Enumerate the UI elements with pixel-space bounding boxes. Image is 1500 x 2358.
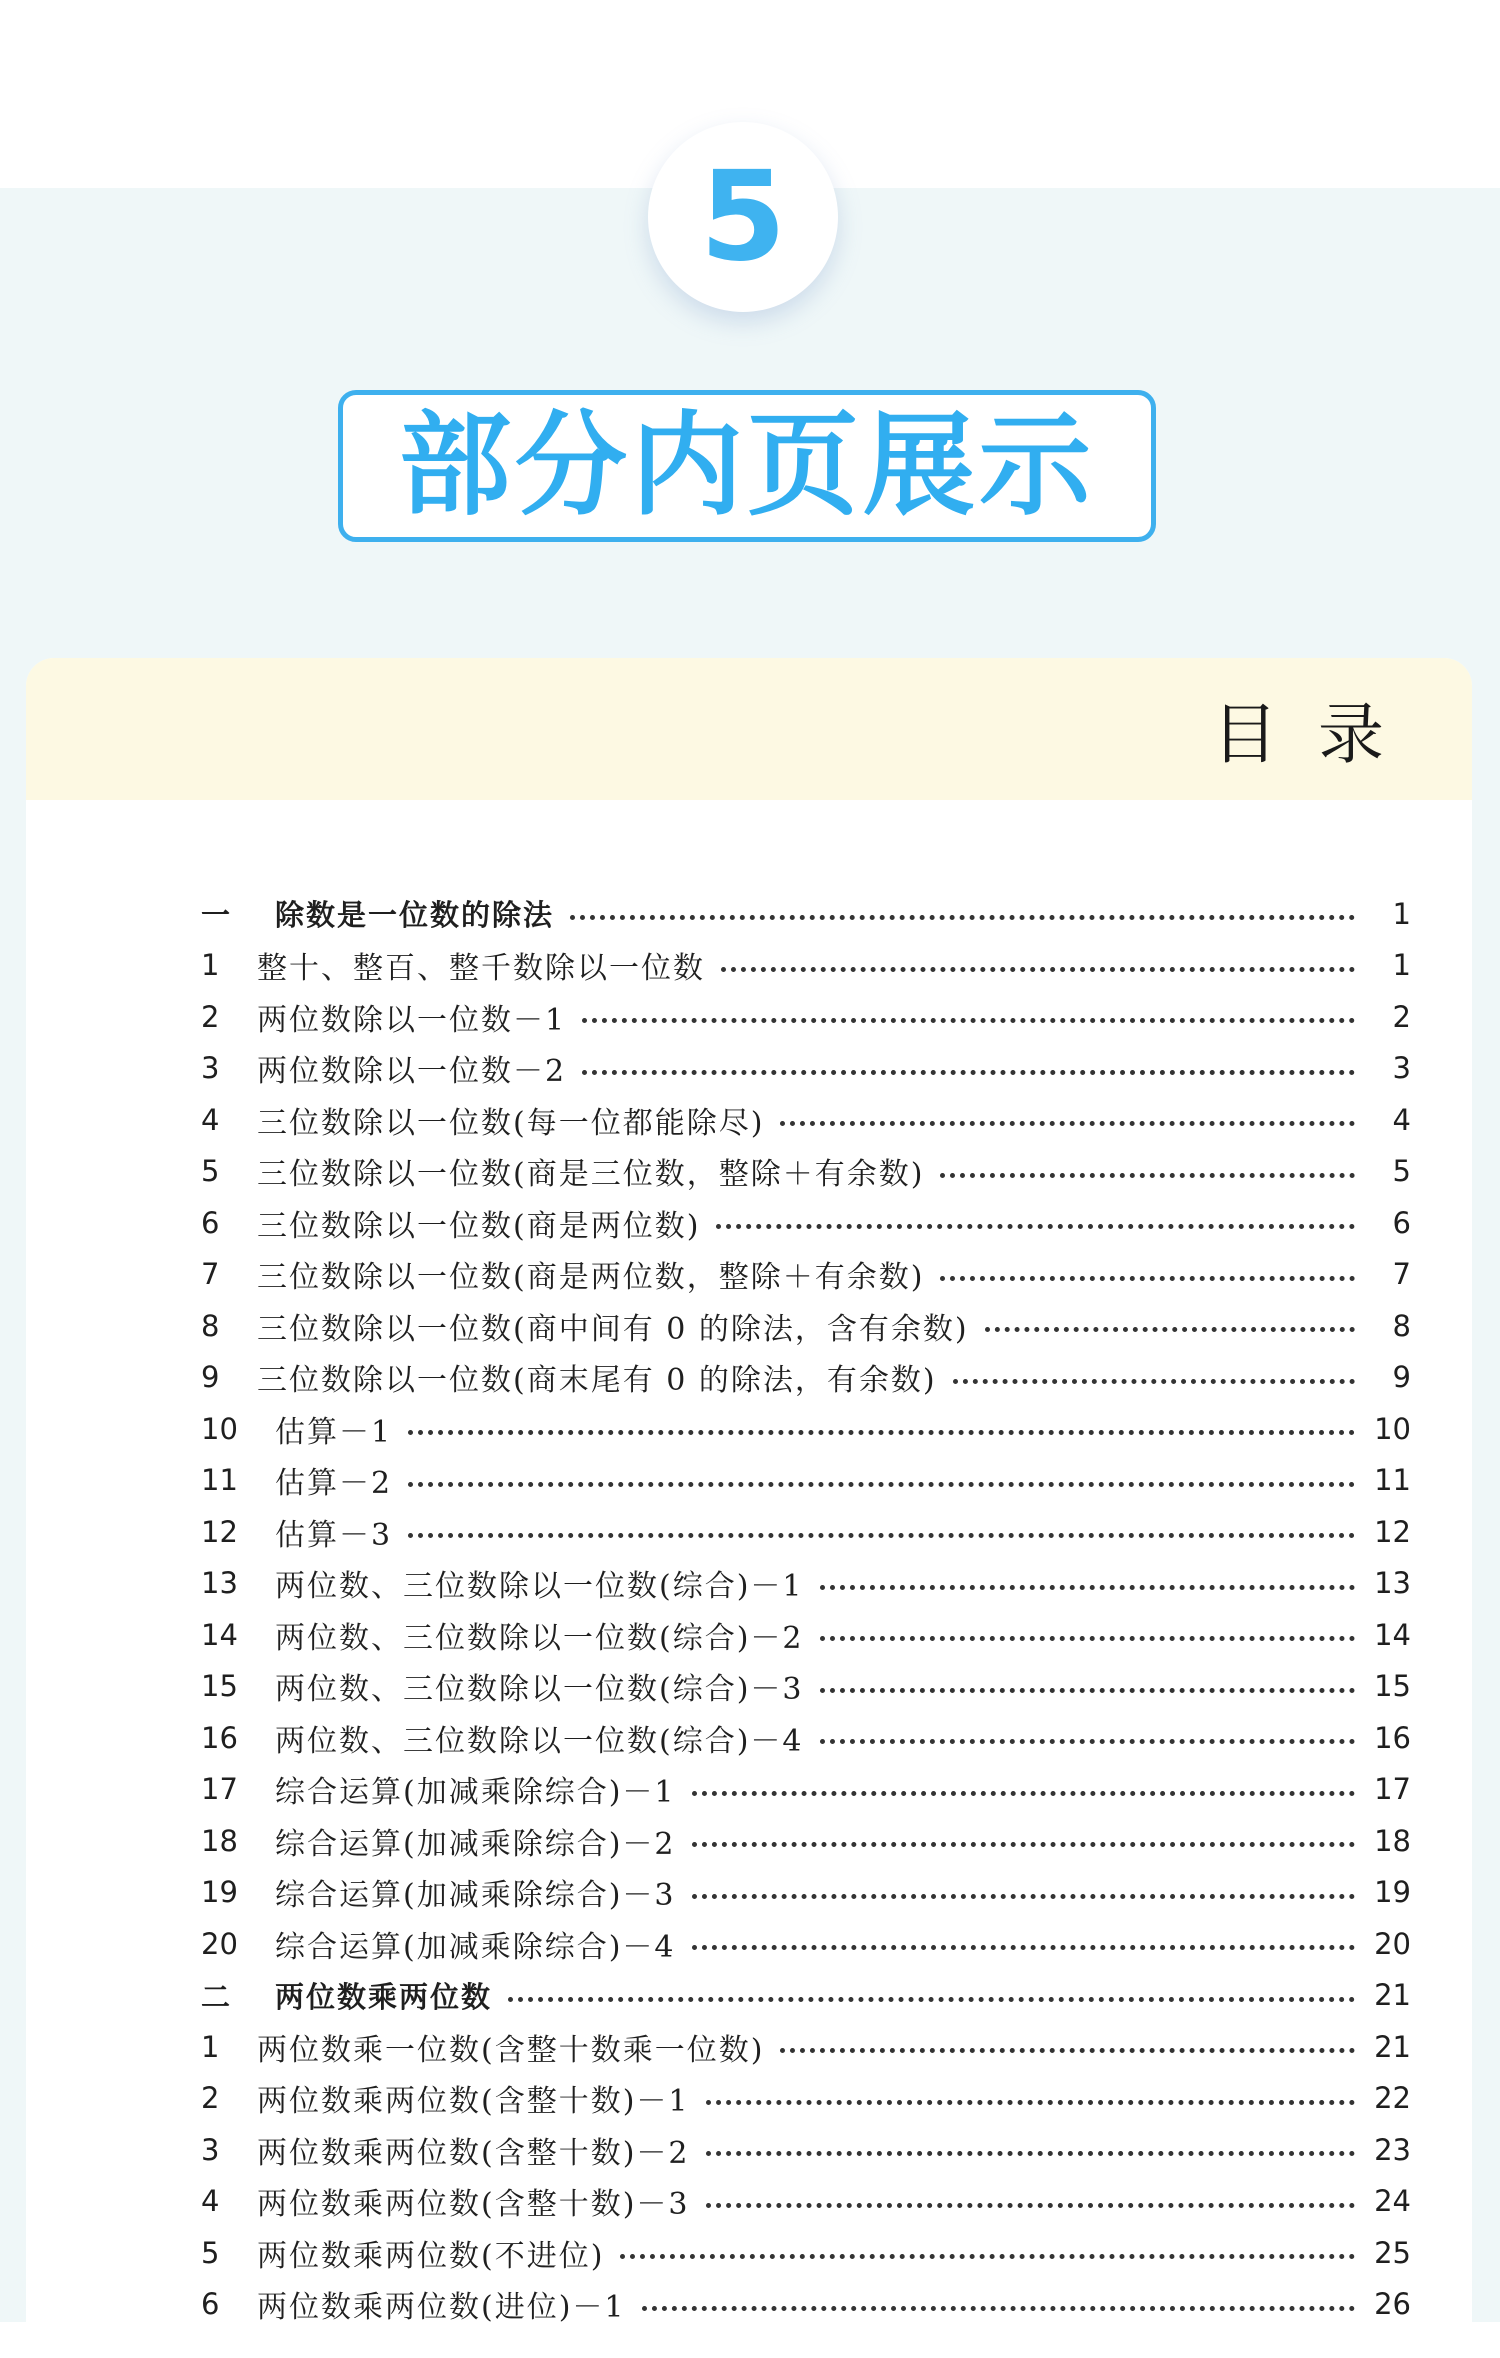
toc-leader-dots xyxy=(582,1070,1355,1075)
toc-leader-dots xyxy=(620,2254,1355,2259)
toc-entry[interactable] xyxy=(201,2279,1411,2331)
toc-entry-title: 两位数乘两位数(含整十数)－1 xyxy=(257,2084,690,2120)
toc-entry-page: 15 xyxy=(1374,1669,1411,1704)
toc-leader-dots xyxy=(408,1430,1355,1435)
toc-entry-number: 7 xyxy=(201,1257,220,1292)
toc-entry-page: 25 xyxy=(1374,2235,1411,2270)
toc-entry[interactable] xyxy=(201,1815,1411,1867)
toc-entry-page: 2 xyxy=(1392,999,1411,1034)
toc-entry[interactable] xyxy=(201,1094,1411,1146)
toc-entry-page: 23 xyxy=(1374,2132,1411,2167)
toc-entry-page: 24 xyxy=(1374,2184,1411,2219)
toc-entry-title: 综合运算(加减乘除综合)－2 xyxy=(275,1826,676,1862)
toc-entry[interactable] xyxy=(201,1558,1411,1610)
toc-entry[interactable] xyxy=(201,940,1411,992)
toc-list xyxy=(201,888,1411,2330)
toc-entry[interactable] xyxy=(201,1506,1411,1558)
toc-entry[interactable] xyxy=(201,1352,1411,1404)
toc-entry-number: 19 xyxy=(201,1875,238,1910)
toc-entry-page: 3 xyxy=(1392,1051,1411,1086)
toc-entry-page: 7 xyxy=(1392,1257,1411,1292)
toc-entry-title: 估算－1 xyxy=(275,1414,393,1450)
toc-leader-dots xyxy=(940,1173,1355,1178)
toc-entry-title: 两位数、三位数除以一位数(综合)－2 xyxy=(275,1620,804,1656)
toc-entry-page: 14 xyxy=(1374,1617,1411,1652)
section-number-badge xyxy=(648,122,838,312)
toc-entry[interactable] xyxy=(201,1764,1411,1816)
toc-leader-dots xyxy=(692,1842,1356,1847)
toc-entry[interactable] xyxy=(201,1300,1411,1352)
toc-entry[interactable] xyxy=(201,1249,1411,1301)
toc-entry-title: 两位数、三位数除以一位数(综合)－1 xyxy=(275,1569,804,1605)
toc-leader-dots xyxy=(985,1327,1355,1332)
toc-leader-dots xyxy=(940,1276,1355,1281)
toc-entry[interactable] xyxy=(201,2021,1411,2073)
toc-entry-page: 6 xyxy=(1392,1205,1411,1240)
toc-entry-number: 17 xyxy=(201,1772,238,1807)
toc-entry-title: 综合运算(加减乘除综合)－4 xyxy=(275,1929,676,1965)
toc-entry-title: 两位数、三位数除以一位数(综合)－4 xyxy=(275,1723,804,1759)
toc-entry-number: 8 xyxy=(201,1308,220,1343)
toc-entry-page: 10 xyxy=(1374,1411,1411,1446)
toc-entry-title: 两位数乘两位数(不进位) xyxy=(257,2238,605,2274)
toc-entry-page: 22 xyxy=(1374,2081,1411,2116)
toc-entry-page: 13 xyxy=(1374,1566,1411,1601)
toc-entry-page: 21 xyxy=(1374,1978,1411,2013)
toc-entry-title: 除数是一位数的除法 xyxy=(275,898,555,933)
toc-entry-number: 1 xyxy=(201,948,220,983)
toc-card xyxy=(26,658,1472,2358)
toc-leader-dots xyxy=(820,1636,1356,1641)
toc-entry-page: 16 xyxy=(1374,1720,1411,1755)
toc-leader-dots xyxy=(780,2048,1355,2053)
toc-entry[interactable] xyxy=(201,1403,1411,1455)
toc-leader-dots xyxy=(706,2151,1356,2156)
toc-entry-title: 估算－3 xyxy=(275,1517,393,1553)
toc-entry-page: 1 xyxy=(1392,948,1411,983)
toc-header xyxy=(26,658,1472,800)
toc-leader-dots xyxy=(953,1379,1355,1384)
toc-entry-page: 8 xyxy=(1392,1308,1411,1343)
toc-entry-page: 17 xyxy=(1374,1772,1411,1807)
toc-leader-dots xyxy=(642,2306,1356,2311)
toc-entry-page: 1 xyxy=(1392,896,1411,931)
section-title: 部分内页展示 xyxy=(399,401,1095,531)
toc-entry-title: 两位数乘两位数(进位)－1 xyxy=(257,2290,626,2326)
toc-entry-title: 整十、整百、整千数除以一位数 xyxy=(257,951,705,987)
toc-entry-title: 估算－2 xyxy=(275,1466,393,1502)
toc-entry-number: 二 xyxy=(201,1979,231,2014)
toc-entry[interactable] xyxy=(201,1197,1411,1249)
toc-entry-number: 10 xyxy=(201,1411,238,1446)
toc-entry[interactable] xyxy=(201,1043,1411,1095)
toc-leader-dots xyxy=(692,1791,1356,1796)
toc-leader-dots xyxy=(582,1018,1355,1023)
toc-entry[interactable] xyxy=(201,2227,1411,2279)
toc-entry[interactable] xyxy=(201,991,1411,1043)
toc-entry-number: 14 xyxy=(201,1617,238,1652)
toc-entry-page: 4 xyxy=(1392,1102,1411,1137)
toc-entry-title: 综合运算(加减乘除综合)－1 xyxy=(275,1775,676,1811)
toc-entry-page: 5 xyxy=(1392,1154,1411,1189)
section-number: 5 xyxy=(699,145,787,289)
toc-entry[interactable] xyxy=(201,1661,1411,1713)
toc-entry-number: 18 xyxy=(201,1823,238,1858)
toc-leader-dots xyxy=(820,1688,1356,1693)
toc-entry-number: 一 xyxy=(201,898,231,933)
toc-leader-dots xyxy=(408,1482,1355,1487)
toc-entry-page: 12 xyxy=(1374,1514,1411,1549)
toc-entry-title: 两位数除以一位数－1 xyxy=(257,1002,567,1038)
toc-entry-number: 1 xyxy=(201,2029,220,2064)
toc-entry-page: 18 xyxy=(1374,1823,1411,1858)
toc-entry-number: 3 xyxy=(201,1051,220,1086)
toc-entry-number: 9 xyxy=(201,1360,220,1395)
toc-entry[interactable] xyxy=(201,1918,1411,1970)
toc-entry[interactable] xyxy=(201,2073,1411,2125)
toc-leader-dots xyxy=(508,1997,1355,2002)
toc-leader-dots xyxy=(780,1121,1355,1126)
toc-leader-dots xyxy=(820,1739,1356,1744)
toc-entry[interactable] xyxy=(201,2124,1411,2176)
toc-entry-number: 6 xyxy=(201,1205,220,1240)
toc-entry-title: 三位数除以一位数(商是两位数) xyxy=(257,1208,701,1244)
toc-leader-dots xyxy=(692,1945,1356,1950)
toc-entry-number: 4 xyxy=(201,2184,220,2219)
toc-title: 目录 xyxy=(1212,696,1424,773)
toc-entry-title: 三位数除以一位数(商末尾有 0 的除法，有余数) xyxy=(257,1363,937,1399)
toc-leader-dots xyxy=(716,1224,1355,1229)
toc-entry-number: 11 xyxy=(201,1463,238,1498)
toc-entry-number: 4 xyxy=(201,1102,220,1137)
toc-leader-dots xyxy=(706,2100,1356,2105)
toc-entry-number: 12 xyxy=(201,1514,238,1549)
toc-leader-dots xyxy=(570,915,1355,920)
toc-entry-number: 5 xyxy=(201,1154,220,1189)
toc-entry[interactable] xyxy=(201,1455,1411,1507)
toc-entry-title: 三位数除以一位数(每一位都能除尽) xyxy=(257,1105,765,1141)
toc-entry-number: 6 xyxy=(201,2287,220,2322)
toc-entry[interactable] xyxy=(201,1867,1411,1919)
toc-entry-title: 两位数乘两位数(含整十数)－2 xyxy=(257,2135,690,2171)
toc-entry-number: 13 xyxy=(201,1566,238,1601)
toc-entry[interactable] xyxy=(201,1609,1411,1661)
toc-entry-title: 两位数乘两位数 xyxy=(275,1979,493,2014)
toc-entry-page: 9 xyxy=(1392,1360,1411,1395)
toc-entry-page: 11 xyxy=(1374,1463,1411,1498)
toc-entry-title: 两位数除以一位数－2 xyxy=(257,1054,567,1090)
toc-leader-dots xyxy=(408,1533,1355,1538)
section-title-box xyxy=(338,390,1156,542)
toc-entry-title: 三位数除以一位数(商中间有 0 的除法，含有余数) xyxy=(257,1311,969,1347)
toc-entry-title: 两位数、三位数除以一位数(综合)－3 xyxy=(275,1672,804,1708)
toc-entry-title: 两位数乘一位数(含整十数乘一位数) xyxy=(257,2032,765,2068)
toc-entry-number: 2 xyxy=(201,2081,220,2116)
toc-entry-number: 2 xyxy=(201,999,220,1034)
toc-leader-dots xyxy=(692,1894,1356,1899)
toc-leader-dots xyxy=(706,2203,1356,2208)
toc-entry-title: 三位数除以一位数(商是两位数，整除＋有余数) xyxy=(257,1260,925,1296)
toc-entry-page: 21 xyxy=(1374,2029,1411,2064)
toc-entry-page: 19 xyxy=(1374,1875,1411,1910)
toc-entry[interactable] xyxy=(201,1712,1411,1764)
toc-entry-page: 26 xyxy=(1374,2287,1411,2322)
toc-entry-title: 综合运算(加减乘除综合)－3 xyxy=(275,1878,676,1914)
toc-entry-number: 15 xyxy=(201,1669,238,1704)
toc-entry-number: 5 xyxy=(201,2235,220,2270)
toc-leader-dots xyxy=(721,967,1355,972)
toc-entry-number: 20 xyxy=(201,1926,238,1961)
toc-leader-dots xyxy=(820,1585,1356,1590)
toc-entry-title: 两位数乘两位数(含整十数)－3 xyxy=(257,2187,690,2223)
toc-chapter-entry[interactable] xyxy=(201,1970,1411,2022)
toc-entry-title: 三位数除以一位数(商是三位数，整除＋有余数) xyxy=(257,1157,925,1193)
toc-entry[interactable] xyxy=(201,2176,1411,2228)
toc-entry[interactable] xyxy=(201,1146,1411,1198)
toc-entry-number: 3 xyxy=(201,2132,220,2167)
toc-chapter-entry[interactable] xyxy=(201,888,1411,940)
toc-entry-number: 16 xyxy=(201,1720,238,1755)
toc-entry-page: 20 xyxy=(1374,1926,1411,1961)
